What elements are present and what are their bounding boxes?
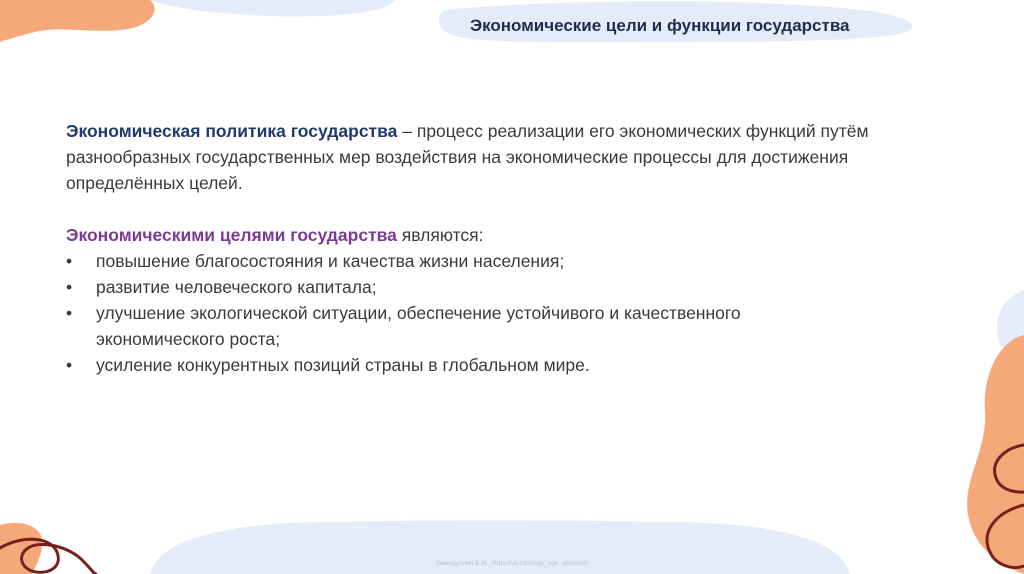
list-item-text: развитие человеческого капитала; bbox=[96, 277, 377, 297]
bullet-icon: • bbox=[66, 355, 73, 375]
slide-content bbox=[66, 118, 956, 378]
goals-term: Экономическими целями государства bbox=[66, 225, 397, 245]
definition-paragraph bbox=[66, 118, 956, 196]
list-item-text: усиление конкурентных позиций страны в глобальном мире. bbox=[96, 355, 590, 375]
definition-term: Экономическая политика государства bbox=[66, 121, 398, 141]
top-left-orange-blob bbox=[0, 0, 155, 42]
goals-heading bbox=[66, 222, 956, 248]
top-light-blue-blob bbox=[150, 0, 395, 16]
paragraph-spacer bbox=[66, 196, 956, 222]
list-item-text: повышение благосостояния и качества жизни населения; bbox=[96, 251, 565, 271]
list-item bbox=[66, 352, 956, 378]
list-item bbox=[66, 300, 956, 352]
bullet-icon: • bbox=[66, 303, 73, 323]
definition-text: – процесс реализации его экономических функций путём разнообразных государственных мер воздействия на экономические процессы для достижения определённых целей. bbox=[66, 121, 869, 193]
list-item bbox=[66, 248, 956, 274]
right-orange-blob bbox=[967, 335, 1024, 574]
list-item bbox=[66, 274, 956, 300]
goals-heading-text: являются: bbox=[396, 225, 484, 245]
bullet-icon: • bbox=[66, 277, 73, 297]
list-item-text: улучшение экологической ситуации, обеспечение устойчивого и качественного экономического роста; bbox=[96, 303, 741, 349]
slide-title: Экономические цели и функции государства bbox=[470, 16, 850, 35]
footer-credit: Хамидуллин Б.И._https://vk.com/ege_oge_obshestv bbox=[435, 560, 589, 567]
goals-list bbox=[66, 248, 956, 378]
bullet-icon: • bbox=[66, 251, 73, 271]
